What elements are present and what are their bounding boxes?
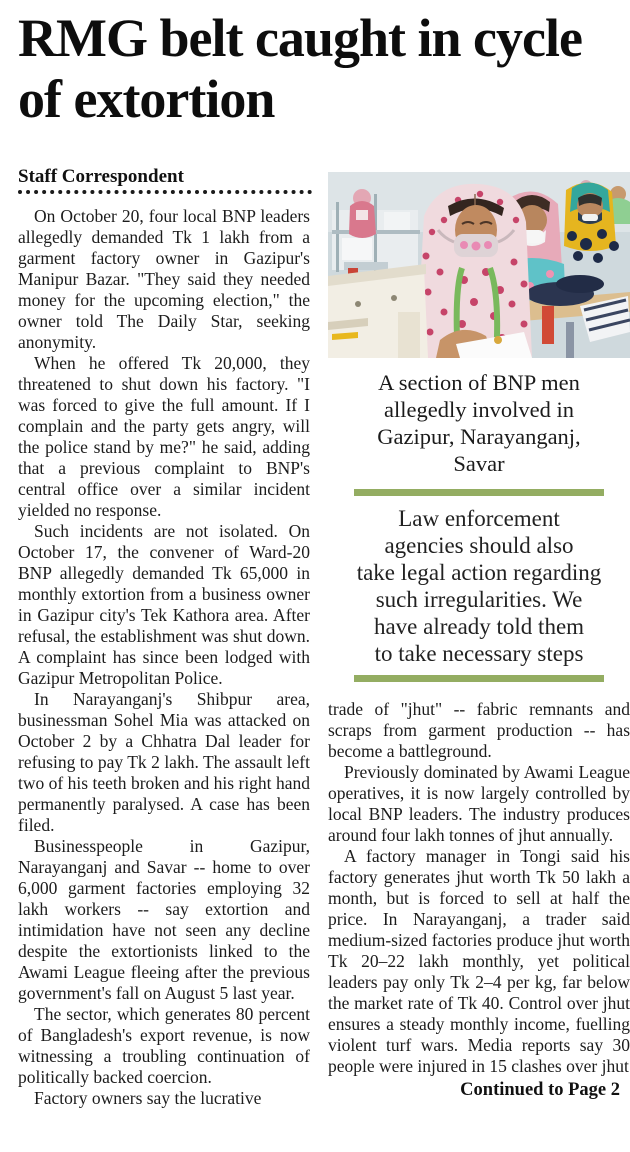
pull-quote-line: Law enforcement <box>398 506 560 531</box>
paragraph: A factory manager in Tongi said his factory generates jhut worth Tk 50 lakh a month, but is forced to sell at half the price. In Narayanganj, a trader said medium-sized factories produce jhut worth Tk 20–22 lakh monthly, yet political leaders pay only Tk 2–4 per kg, far below the market rate of Tk 40. Control over jhut ensures a steady monthly income, fuelling violent turf wars. Media reports say 30 people were injured in 15 clashes over jhut <box>328 846 630 1076</box>
caption-line: Savar <box>453 451 505 476</box>
paragraph: Such incidents are not isolated. On October 17, the convener of Ward-20 BNP allegedly demanded Tk 65,000 in monthly extortion from a business owner in Gazipur city's Tek Kathora area. After refusal, the establishment was shut down. A complaint has since been lodged with Gazipur Metropolitan Police. <box>18 521 310 688</box>
pull-quote-text <box>328 496 630 675</box>
left-column <box>18 206 310 1109</box>
pull-quote-line: take legal action regarding <box>356 560 602 585</box>
byline-dotted-rule <box>18 190 312 194</box>
right-column-text <box>328 699 630 1077</box>
photo-caption <box>339 369 619 477</box>
paragraph: When he offered Tk 20,000, they threatened to shut down his factory. "I was forced to give the full amount. If I complain and the party gets angry, will the police stand by me?" he said, adding that a previous complaint to BNP's central office over a similar incident yielded no response. <box>18 353 310 520</box>
pull-quote-bottom-rule <box>354 675 604 682</box>
pull-quote-line: to take necessary steps <box>374 641 584 666</box>
continued-to-page-note: Continued to Page 2 <box>460 1080 620 1100</box>
article-columns <box>18 206 630 1109</box>
page-title: RMG belt caught in cycle of extortion <box>18 8 582 129</box>
paragraph: trade of "jhut" -- fabric remnants and scraps from garment production -- has become a battleground. <box>328 699 630 761</box>
paragraph: Previously dominated by Awami League operatives, it is now largely controlled by local BNP leaders. The industry produces around four lakh tonnes of jhut annually. <box>328 762 630 845</box>
pull-quote-line: agencies should also <box>384 533 574 558</box>
paragraph: In Narayanganj's Shibpur area, businessman Sohel Mia was attacked on October 2 by a Chhatra Dal leader for refusing to pay Tk 2 lakh. The assault left two of his teeth broken and his right hand permanently paralysed. A case has been filed. <box>18 689 310 835</box>
pull-quote-line: have already told them <box>373 614 585 639</box>
paragraph: Factory owners say the lucrative <box>34 1088 262 1108</box>
pull-quote-line: such irregularities. We <box>375 587 583 612</box>
pull-quote-top-rule <box>354 489 604 496</box>
caption-line: A section of BNP men <box>378 370 580 395</box>
factory-photo <box>328 172 630 358</box>
paragraph: The sector, which generates 80 percent of Bangladesh's export revenue, is now witnessing a troubling continuation of politically backed coercion. <box>18 1004 310 1087</box>
byline: Staff Correspondent <box>18 166 184 187</box>
paragraph: Businesspeople in Gazipur, Narayanganj and Savar -- home to over 6,000 garment factories employing 32 lakh workers -- say extortion and intimidation have not seen any decline despite the extortionists linked to the Awami League fleeing after the previous government's fall on August 5 last year. <box>18 836 310 1003</box>
right-column <box>328 172 630 1109</box>
caption-line: Gazipur, Narayanganj, <box>377 424 581 449</box>
caption-line: allegedly involved in <box>384 397 574 422</box>
pull-quote-block <box>328 489 630 682</box>
paragraph: On October 20, four local BNP leaders allegedly demanded Tk 1 lakh from a garment factory owner in Gazipur's Manipur Bazar. "They said they needed money for the upcoming election," the owner told The Daily Star, seeking anonymity. <box>18 206 310 352</box>
article-photo-figure <box>328 172 630 477</box>
